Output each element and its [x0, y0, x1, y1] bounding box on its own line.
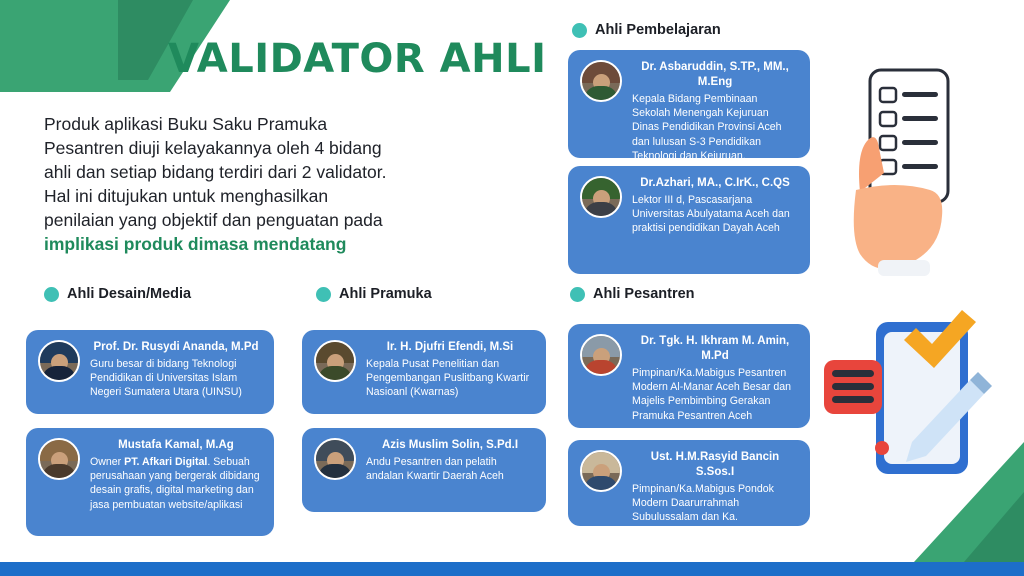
category-label: Ahli Pesantren [593, 286, 695, 302]
validator-name: Ust. H.M.Rasyid Bancin S.Sos.I [650, 451, 780, 478]
intro-highlight: implikasi produk dimasa mendatang [44, 234, 347, 254]
avatar [580, 450, 622, 492]
page-title: VALIDATOR AHLI [168, 36, 547, 82]
validator-description: Lektor III d, Pascasarjana Universitas Abulyatama Aceh dan praktisi pendidikan Dayah Aceh [632, 194, 790, 235]
category-heading-pesantren [570, 286, 695, 302]
validator-description: Pimpinan/Ka.Mabigus Pondok Modern Daarurrahmah Subulussalam dan Ka. Mabicab/Wali Kota Subulussalam [632, 483, 790, 538]
validator-card[interactable] [568, 440, 810, 538]
validator-card[interactable] [568, 166, 810, 274]
validator-card[interactable] [26, 330, 274, 414]
avatar [580, 334, 622, 376]
intro-line-4: Hal ini ditujukan untuk menghasilkan [44, 186, 329, 206]
bullet-dot-icon [572, 23, 587, 38]
avatar [580, 60, 622, 102]
avatar [314, 438, 356, 480]
validator-name: Dr.Azhari, MA., C.IrK., C.QS [640, 177, 790, 189]
avatar [38, 340, 80, 382]
decor-bottom-bar [0, 562, 1024, 576]
validator-name: Dr. Tgk. H. Ikhram M. Amin, M.Pd [640, 335, 790, 362]
category-heading-pramuka [316, 286, 432, 302]
category-label: Ahli Desain/Media [67, 286, 192, 302]
avatar [38, 438, 80, 480]
validator-description: Andu Pesantren dan pelatih andalan Kwartir Daerah Aceh [366, 456, 504, 483]
validator-description: Kepala Bidang Pembinaan Sekolah Menengah Kejuruan Dinas Pendidikan Provinsi Aceh dan lulusan S-3 Pendidikan Teknologi dan Kejuruan. [632, 93, 782, 162]
validator-name: Dr. Asbaruddin, S.TP., MM., M.Eng [641, 61, 789, 88]
validator-card[interactable] [568, 50, 810, 162]
validator-card[interactable] [302, 428, 546, 512]
intro-line-1: Produk aplikasi Buku Saku Pramuka [44, 114, 328, 134]
bullet-dot-icon [570, 287, 585, 302]
validator-card[interactable] [26, 428, 274, 536]
intro-line-2: Pesantren diuji kelayakannya oleh 4 bidang [44, 138, 382, 158]
validator-card[interactable] [568, 324, 810, 428]
validator-description: Kepala Pusat Penelitian dan Pengembangan Puslitbang Kwartir Nasioanl (Kwarnas) [366, 358, 530, 399]
validator-description: Pimpinan/Ka.Mabigus Pesantren Modern Al-Manar Aceh Besar dan Majelis Pembimbing Gerakan Pramuka Pesantren Aceh [632, 367, 791, 422]
validator-name: Mustafa Kamal, M.Ag [118, 439, 234, 451]
validator-card[interactable] [302, 330, 546, 414]
phone-checklist-illustration [848, 64, 998, 279]
category-label: Ahli Pramuka [339, 286, 432, 302]
validator-description [90, 455, 262, 512]
bullet-dot-icon [44, 287, 59, 302]
avatar [580, 176, 622, 218]
avatar [314, 340, 356, 382]
category-heading-pembelajaran [572, 22, 721, 38]
category-heading-desain [44, 286, 191, 302]
intro-line-3: ahli dan setiap bidang terdiri dari 2 validator. [44, 162, 387, 182]
validator-name: Prof. Dr. Rusydi Ananda, M.Pd [93, 341, 259, 353]
intro-paragraph [44, 112, 544, 256]
category-label: Ahli Pembelajaran [595, 22, 721, 38]
tablet-review-illustration [820, 300, 1000, 530]
bullet-dot-icon [316, 287, 331, 302]
desc-lead: Owner [90, 456, 125, 468]
validator-description: Guru besar di bidang Teknologi Pendidikan di Universitas Islam Negeri Sumatera Utara (UINSU) [90, 358, 242, 399]
desc-company: PT. Afkari Digital [124, 456, 208, 468]
validator-name: Azis Muslim Solin, S.Pd.I [381, 439, 519, 451]
desc-tail: . Sebuah perusahaan yang bergerak dibidang desain grafis, digital marketing dan jasa pembuatan website/aplikasi [90, 456, 260, 511]
validator-name: Ir. H. Djufri Efendi, M.Si [386, 341, 514, 353]
intro-line-5: penilaian yang objektif dan penguatan pada [44, 210, 383, 230]
